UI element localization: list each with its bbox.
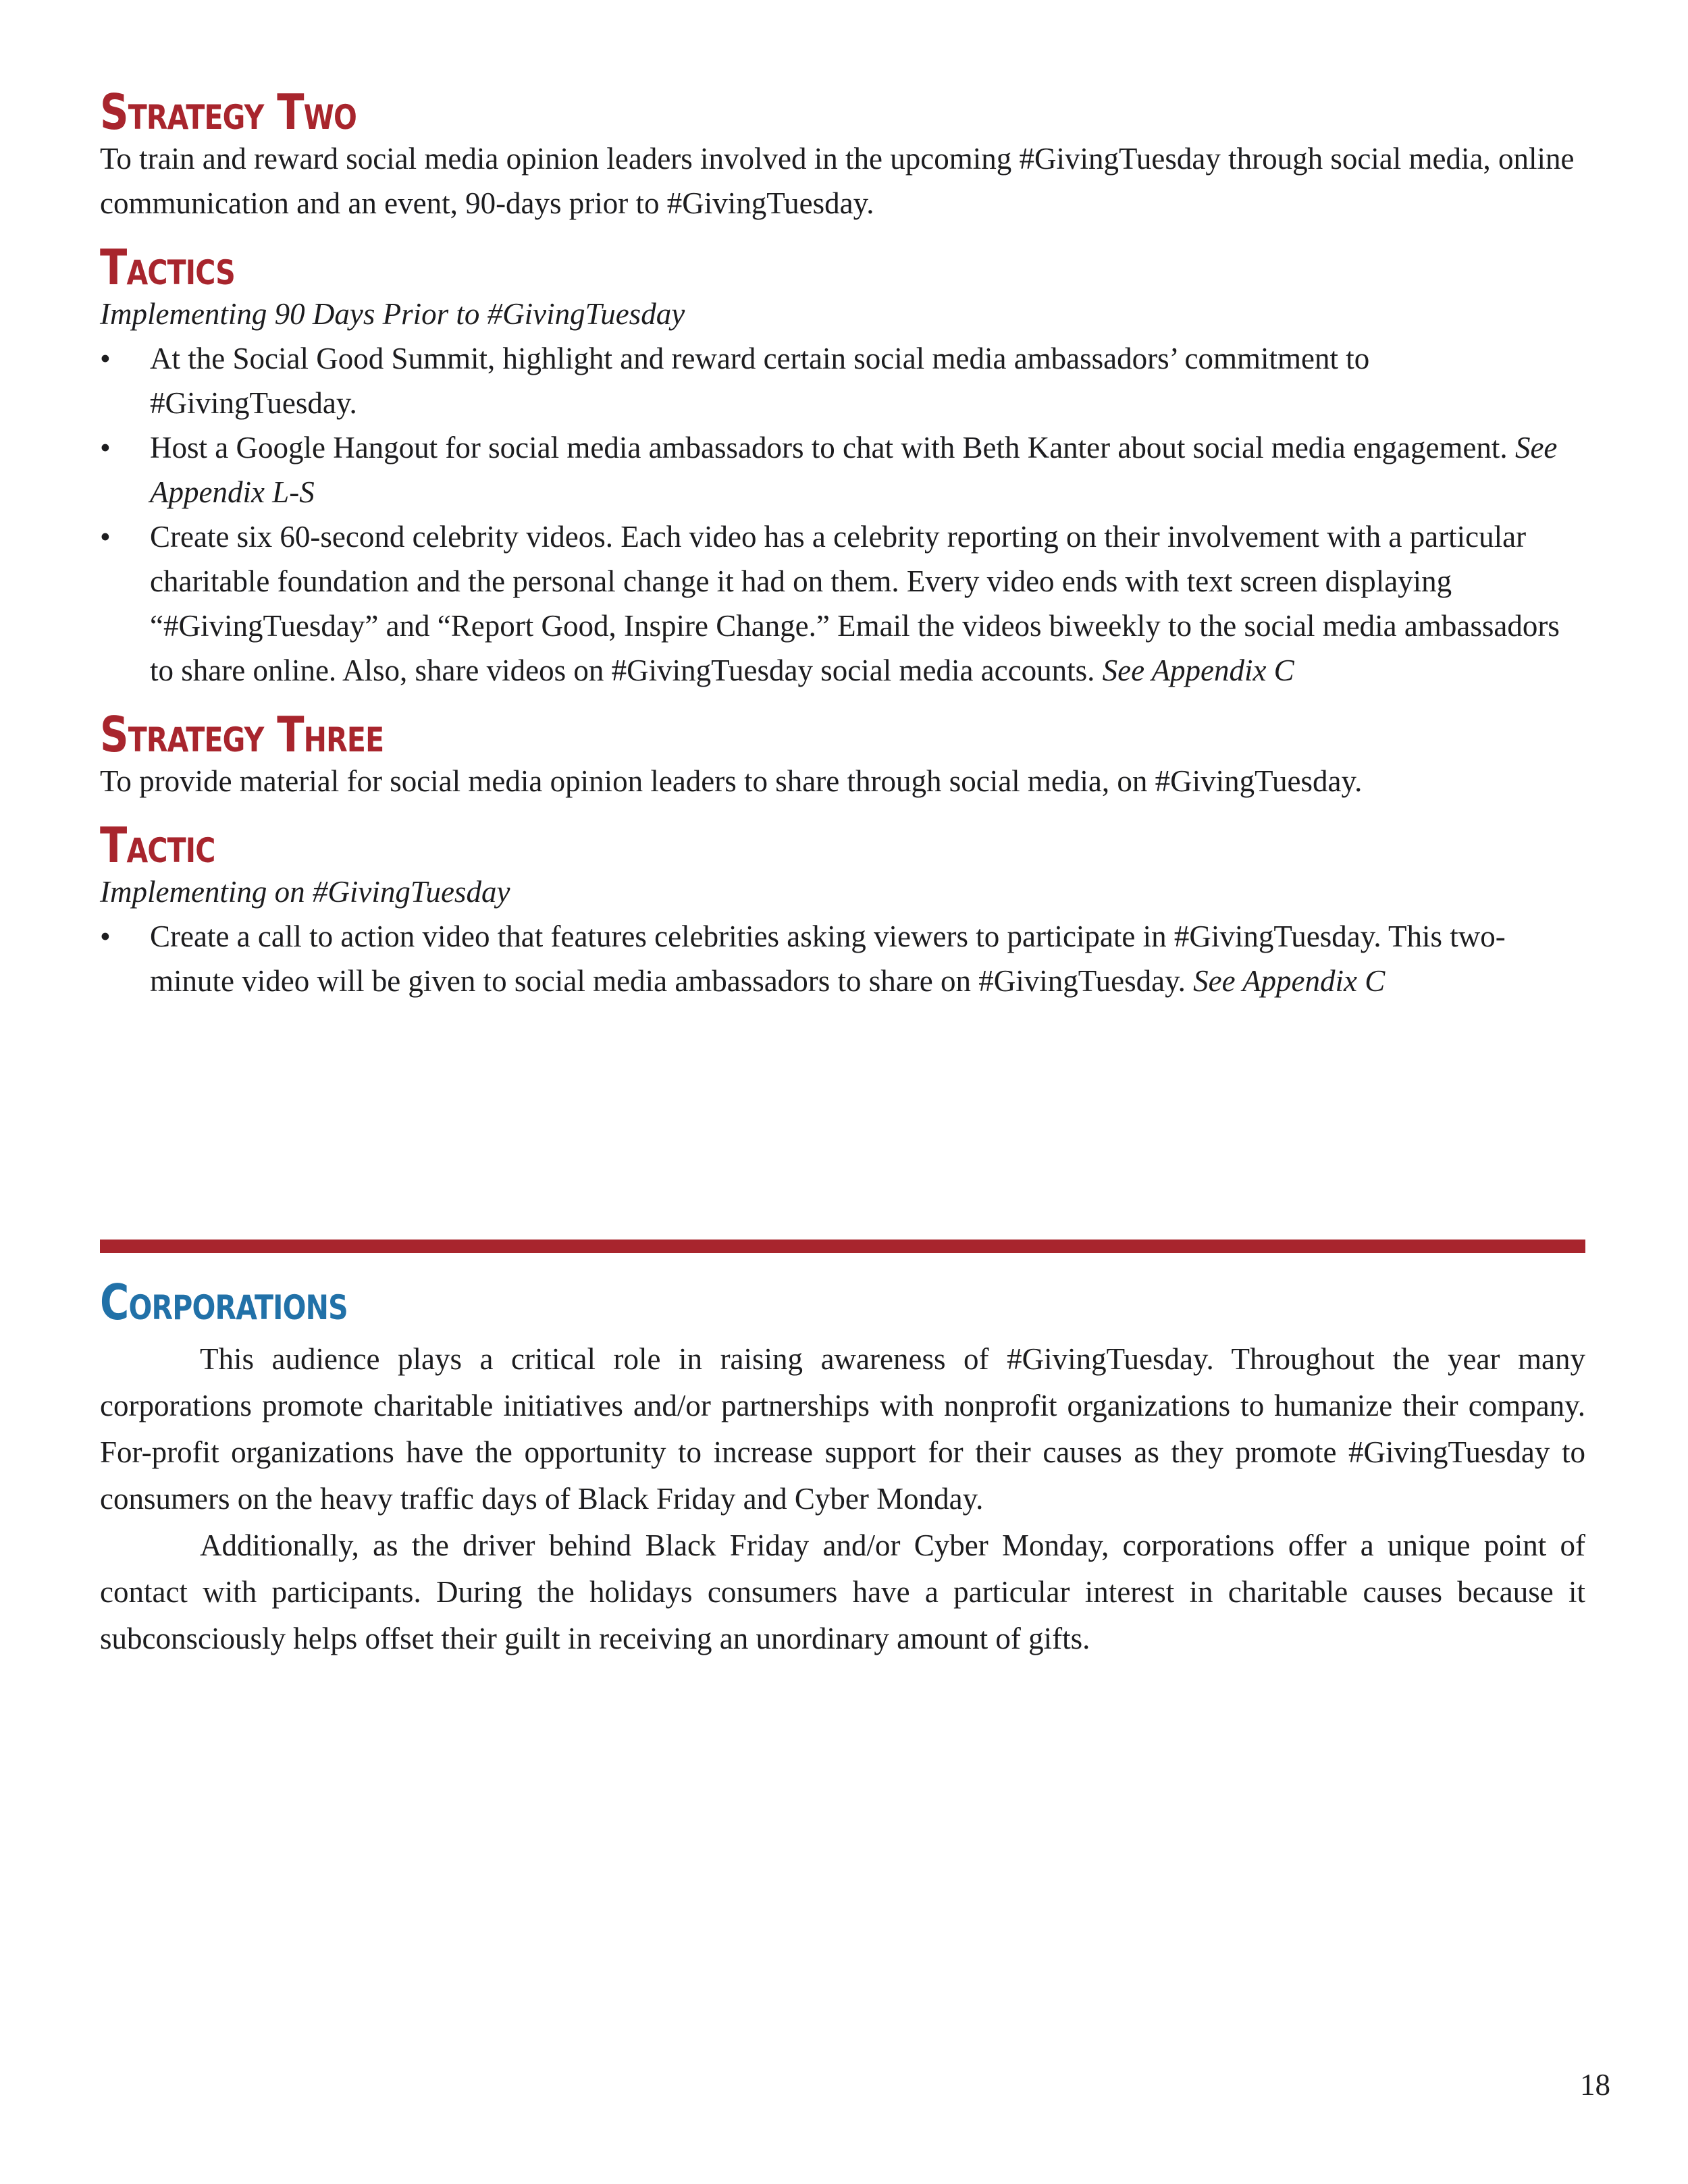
page-body	[100, 84, 1585, 1003]
strategy-three-text: To provide material for social media opinion leaders to share through social media, on #GivingTuesday.	[100, 764, 1363, 798]
tactics-list	[100, 336, 1585, 693]
tactic-heading: Tactic	[100, 817, 215, 874]
appendix-reference: See Appendix L-S	[150, 431, 1558, 509]
strategy-three-heading: Strategy Three	[100, 706, 384, 763]
list-item	[100, 914, 1585, 1003]
bullet: •	[100, 920, 111, 953]
list-item	[100, 425, 1585, 514]
appendix-reference: See Appendix C	[1193, 964, 1386, 998]
bullet: •	[100, 431, 111, 464]
strategy-two-heading: Strategy Two	[100, 84, 357, 140]
strategy-two-text: To train and reward social media opinion leaders involved in the upcoming #GivingTuesday through social media, online communication and an event, 90-days prior to #GivingTuesday.	[100, 142, 1575, 220]
tactic-list	[100, 914, 1585, 1003]
tactic-subheading: Implementing on #GivingTuesday	[100, 875, 510, 909]
list-item-text: At the Social Good Summit, highlight and reward certain social media ambassadors’ commitment to #GivingTuesday.	[150, 342, 1370, 420]
bullet: •	[100, 342, 111, 375]
tactics-heading: Tactics	[100, 239, 235, 296]
list-item-text: Create a call to action video that features celebrities asking viewers to participate in #GivingTuesday. This two-minute video will be given to social media ambassadors to share on #GivingTuesday.	[150, 920, 1506, 998]
corporations-heading: Corporations	[100, 1274, 348, 1331]
list-item	[100, 336, 1585, 425]
bullet: •	[100, 520, 111, 554]
corporations-paragraph-1: This audience plays a critical role in raising awareness of #GivingTuesday. Throughout the year many corporations promote charitable initiatives and/or partnerships with nonprofit organizations to humanize their company. For-profit organizations have the opportunity to increase support for their causes as they promote #GivingTuesday to consumers on the heavy traffic days of Black Friday and Cyber Monday.	[100, 1342, 1585, 1516]
corporations-section	[100, 1274, 1585, 1662]
list-item-text: Host a Google Hangout for social media ambassadors to chat with Beth Kanter about social media engagement.	[150, 431, 1515, 464]
tactics-subheading: Implementing 90 Days Prior to #GivingTuesday	[100, 297, 685, 331]
list-item	[100, 514, 1585, 693]
corporations-paragraph-2: Additionally, as the driver behind Black Friday and/or Cyber Monday, corporations offer a unique point of contact with participants. During the holidays consumers have a particular interest in charitable causes because it subconsciously helps offset their guilt in receiving an unordinary amount of gifts.	[100, 1528, 1585, 1655]
page-number: 18	[1580, 2068, 1610, 2102]
section-divider	[100, 1240, 1585, 1253]
list-item-text: Create six 60-second celebrity videos. Each video has a celebrity reporting on their involvement with a particular charitable foundation and the personal change it had on them. Every video ends with text screen displaying “#GivingTuesday” and “Report Good, Inspire Change.” Email the videos biweekly to the social media ambassadors to share online. Also, share videos on #GivingTuesday social media accounts.	[150, 520, 1560, 687]
appendix-reference: See Appendix C	[1102, 654, 1294, 687]
